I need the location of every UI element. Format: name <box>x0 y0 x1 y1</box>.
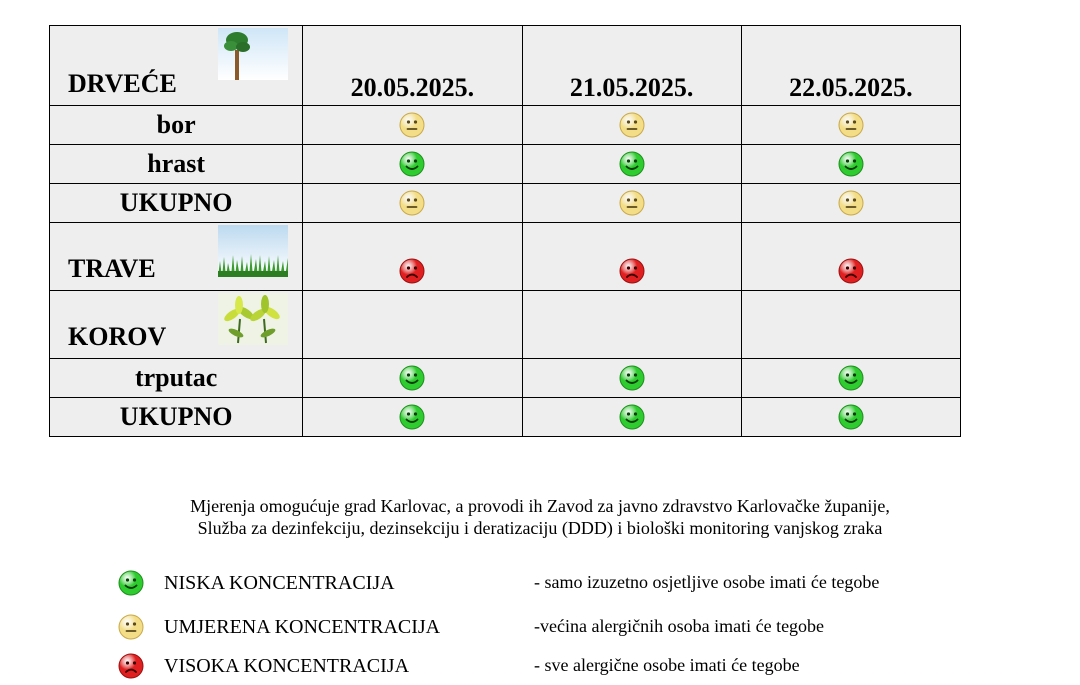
concentration-icon <box>838 151 864 177</box>
concentration-icon <box>399 190 425 216</box>
group-header-trave <box>50 223 303 291</box>
concentration-icon <box>619 404 645 430</box>
concentration-icon <box>399 404 425 430</box>
concentration-icon <box>619 112 645 138</box>
group-title-drvece: DRVEĆE <box>68 69 177 98</box>
concentration-icon <box>838 404 864 430</box>
species-label-korov-total: UKUPNO <box>50 398 303 437</box>
species-label-bor: bor <box>50 106 303 145</box>
concentration-icon <box>399 112 425 138</box>
table-row-bor <box>50 106 961 145</box>
table-header-row <box>50 26 961 106</box>
measurement-note <box>60 495 1020 539</box>
species-label-drvece-total: UKUPNO <box>50 184 303 223</box>
group-header-korov <box>50 291 303 359</box>
table-row-korov-ukupno <box>50 398 961 437</box>
legend-label-low: NISKA KONCENTRACIJA <box>164 572 395 594</box>
legend-description-low: - samo izuzetno osjetljive osobe imati će tegobe <box>534 572 880 592</box>
species-label-hrast: hrast <box>50 145 303 184</box>
concentration-icon <box>619 190 645 216</box>
grass-icon <box>218 225 288 277</box>
concentration-icon <box>399 258 425 284</box>
concentration-icon <box>838 190 864 216</box>
table-row-trputac <box>50 359 961 398</box>
concentration-icon <box>399 365 425 391</box>
group-title-trave: TRAVE <box>68 254 156 283</box>
legend-label-moderate: UMJERENA KONCENTRACIJA <box>164 616 441 638</box>
table-row-trave <box>50 223 961 291</box>
high-concentration-icon <box>118 653 144 679</box>
concentration-icon <box>838 365 864 391</box>
date-column-2: 21.05.2025. <box>522 26 741 106</box>
legend-label-high: VISOKA KONCENTRACIJA <box>164 655 410 677</box>
note-line-2: Služba za dezinfekciju, dezinsekciju i deratizaciju (DDD) i biološki monitoring vanjskog zraka <box>197 518 883 538</box>
concentration-icon <box>619 365 645 391</box>
date-column-1: 20.05.2025. <box>303 26 522 106</box>
group-header-drvece <box>50 26 303 106</box>
concentration-icon <box>619 258 645 284</box>
legend-description-high: - sve alergične osobe imati će tegobe <box>534 655 800 675</box>
group-title-korov: KOROV <box>68 322 167 351</box>
empty-cell <box>522 291 741 359</box>
pollen-table <box>49 25 961 437</box>
moderate-concentration-icon <box>118 614 144 640</box>
table-row-hrast <box>50 145 961 184</box>
concentration-icon <box>619 151 645 177</box>
species-label-trputac: trputac <box>50 359 303 398</box>
weed-plant-icon <box>218 293 288 345</box>
table-row-korov <box>50 291 961 359</box>
low-concentration-icon <box>118 570 144 596</box>
table-row-drvece-ukupno <box>50 184 961 223</box>
empty-cell <box>303 291 522 359</box>
empty-cell <box>741 291 960 359</box>
date-column-3: 22.05.2025. <box>741 26 960 106</box>
concentration-icon <box>399 151 425 177</box>
tree-icon <box>218 28 288 80</box>
concentration-icon <box>838 112 864 138</box>
legend-description-moderate: -većina alergičnih osoba imati će tegobe <box>534 616 825 636</box>
note-line-1: Mjerenja omogućuje grad Karlovac, a provodi ih Zavod za javno zdravstvo Karlovačke županije, <box>190 496 890 516</box>
concentration-icon <box>838 258 864 284</box>
